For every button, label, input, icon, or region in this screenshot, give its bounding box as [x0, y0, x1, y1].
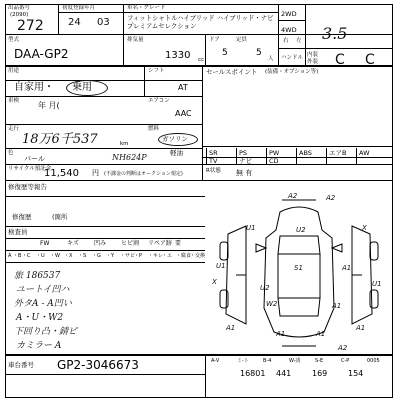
legend-item: ・W — [50, 253, 60, 259]
model-label: 型式 — [8, 37, 20, 43]
legend-item: 凹み — [94, 240, 107, 247]
seating: 5 — [256, 48, 262, 58]
auction-no-label: 出品番号 — [8, 5, 31, 11]
ac-value: AAC — [175, 109, 192, 118]
handwritten-note: A・U・W2 — [16, 313, 64, 323]
handwritten-note: 旅 186537 — [14, 271, 61, 281]
chassis-label: 車台番号 — [8, 361, 34, 369]
damage-label: U1 — [216, 262, 226, 270]
r-options: 無 有 — [236, 169, 253, 177]
handwritten-note: 下回り凸・錆ピ — [14, 327, 78, 337]
equipment-item: TV — [209, 157, 218, 165]
stat-header: W-誘 — [289, 358, 301, 364]
stat-value: 169 — [312, 369, 328, 378]
sales-point-label: セールスポイント — [206, 68, 258, 76]
stat-value: 16801 — [240, 369, 266, 378]
damage-label: A1 — [356, 324, 366, 332]
legend-item: ・腐食 — [176, 253, 192, 259]
recycle-label: リサイクル預託金 — [8, 166, 52, 172]
legend-item: リペア跡 — [148, 240, 172, 247]
interior-grade: C — [335, 52, 345, 68]
shift-label: シフト — [148, 68, 165, 74]
recycle-amount: 11,540 — [44, 168, 79, 179]
doors: 5 — [222, 48, 228, 58]
legend-item: ・S — [78, 253, 87, 259]
legend-item: ・キレ — [148, 253, 163, 259]
damage-label: S1 — [294, 264, 303, 272]
damage-label: A1 — [276, 330, 286, 338]
damage-label: X — [362, 224, 367, 232]
model: DAA-GP2 — [14, 47, 69, 61]
handle-left: 左 — [296, 38, 302, 44]
stat-header: ミ-ト — [237, 358, 249, 364]
drive-4wd: 4WD — [281, 26, 297, 34]
displacement: 1330 — [165, 50, 191, 61]
ac-label: エアコン — [148, 98, 170, 104]
equipment-item: ナビ — [239, 157, 252, 165]
equipment-item: エアB — [329, 149, 347, 157]
damage-label: A1 — [226, 324, 236, 332]
score: 3.5 — [322, 24, 348, 43]
handwritten-note: カミラー A — [16, 341, 62, 351]
use-value: 乗用 — [72, 82, 92, 93]
legend-item: ヒビ割 — [121, 240, 140, 247]
damage-label: A2 — [288, 192, 298, 200]
equipment-item: PW — [269, 149, 280, 157]
damage-label: A1 — [316, 330, 326, 338]
exterior-grade: C — [365, 52, 375, 68]
color-code: NH624P — [112, 153, 147, 162]
legend-item: ・サビ — [120, 253, 136, 259]
stat-header: B-4 — [263, 358, 272, 364]
equipment-item: CD — [269, 157, 279, 165]
car-name: フィットシャトルハイブリッド ハイブリッド・ナビプレミアムセレクション — [127, 14, 274, 30]
equipment-item: PS — [239, 149, 248, 157]
damage-label: U1 — [372, 280, 382, 288]
damage-label: U2 — [296, 226, 306, 234]
damage-label: W2 — [266, 300, 278, 308]
color-label: 色 — [8, 150, 14, 156]
recycle-unit: 円 — [92, 169, 99, 177]
legend-item: ・X — [64, 253, 73, 259]
damage-label: X — [212, 278, 217, 286]
auction-no-prev: (2090) — [10, 12, 29, 18]
damage-label: A1 — [332, 302, 342, 310]
damage-label: A2 — [338, 344, 348, 352]
inspection-ym: 年 月( — [38, 101, 60, 110]
legend-item: ・U — [36, 253, 45, 259]
handle-right: 右 — [283, 38, 289, 44]
legend-item: キズ — [67, 240, 79, 247]
repair-label: 修復歴 — [12, 213, 32, 221]
lot-number: 272 — [17, 18, 44, 34]
stat-header: A-V — [211, 358, 220, 364]
shift-value: AT — [178, 83, 188, 92]
legend-item: ・G — [92, 253, 101, 259]
fuel-label: 燃料 — [148, 126, 160, 132]
stat-header: 0005 — [367, 358, 380, 364]
history-label: 修復歴等報告 — [8, 183, 47, 191]
legend-item: ・C — [22, 253, 31, 259]
mileage-unit: km — [120, 141, 129, 147]
fuel-other: 軽油 — [170, 149, 183, 157]
inspection-label: 車検 — [8, 98, 20, 104]
repair-note: (箇所 — [52, 213, 68, 221]
fuel-value: ガソリン — [162, 135, 188, 143]
legend-item: 要 — [175, 240, 182, 247]
stat-value: 154 — [348, 369, 364, 378]
interior-label: 内装 — [307, 52, 319, 58]
equipment-item: SR — [209, 149, 218, 157]
inspector-label: 検査員 — [8, 228, 28, 236]
mileage-label: 走行 — [8, 126, 20, 132]
legend-item: FW — [40, 240, 50, 247]
use-label: 用途 — [8, 68, 20, 74]
legend-item: ・エ — [162, 253, 173, 259]
damage-label: A1 — [342, 264, 352, 272]
damage-label: U1 — [246, 224, 256, 232]
door-label: ドア — [209, 37, 220, 43]
equipment-item: ABS — [299, 149, 312, 157]
mileage: 18万6千537 — [22, 132, 98, 147]
car-name-label: 車名・グレード — [127, 5, 166, 11]
use-private: 自家用・ — [14, 82, 54, 93]
car-diagram — [206, 190, 392, 355]
sales-point-sub: (装備・オプション等) — [265, 69, 319, 75]
recycle-note: (不課金の判断はオークション規定) — [104, 171, 183, 177]
reg-month: 03 — [97, 17, 110, 28]
reg-year: 24 — [68, 17, 81, 28]
exterior-label: 外装 — [307, 59, 319, 65]
displacement-unit: cc — [198, 57, 205, 63]
handle-label: ハンドル — [281, 55, 304, 61]
handwritten-note: 外タA - A凹い — [14, 299, 72, 309]
color-value: パール — [24, 155, 45, 163]
damage-label: U2 — [260, 284, 270, 292]
reg-year-label: 初度登録年月 — [62, 5, 96, 11]
legend-item: A ・B — [8, 253, 22, 259]
displacement-label: 排気量 — [127, 37, 144, 43]
legend-item: ・交換 — [190, 253, 206, 259]
seating-unit: 人 — [268, 56, 274, 62]
chassis-number: GP2-3046673 — [57, 358, 139, 372]
stat-header: S-E — [315, 358, 324, 364]
stat-value: 441 — [276, 369, 292, 378]
stat-header: C-P — [341, 358, 350, 364]
damage-label: A2 — [326, 194, 336, 202]
legend-item: ・P — [134, 253, 143, 259]
equipment-item: AW — [359, 149, 370, 157]
seating-label: 定員 — [236, 37, 248, 43]
handwritten-note: ユートイ凹ハ — [16, 285, 70, 295]
r-label: R状態 — [206, 168, 221, 174]
drive-2wd: 2WD — [281, 10, 297, 18]
legend-item: ・Y — [106, 253, 115, 259]
